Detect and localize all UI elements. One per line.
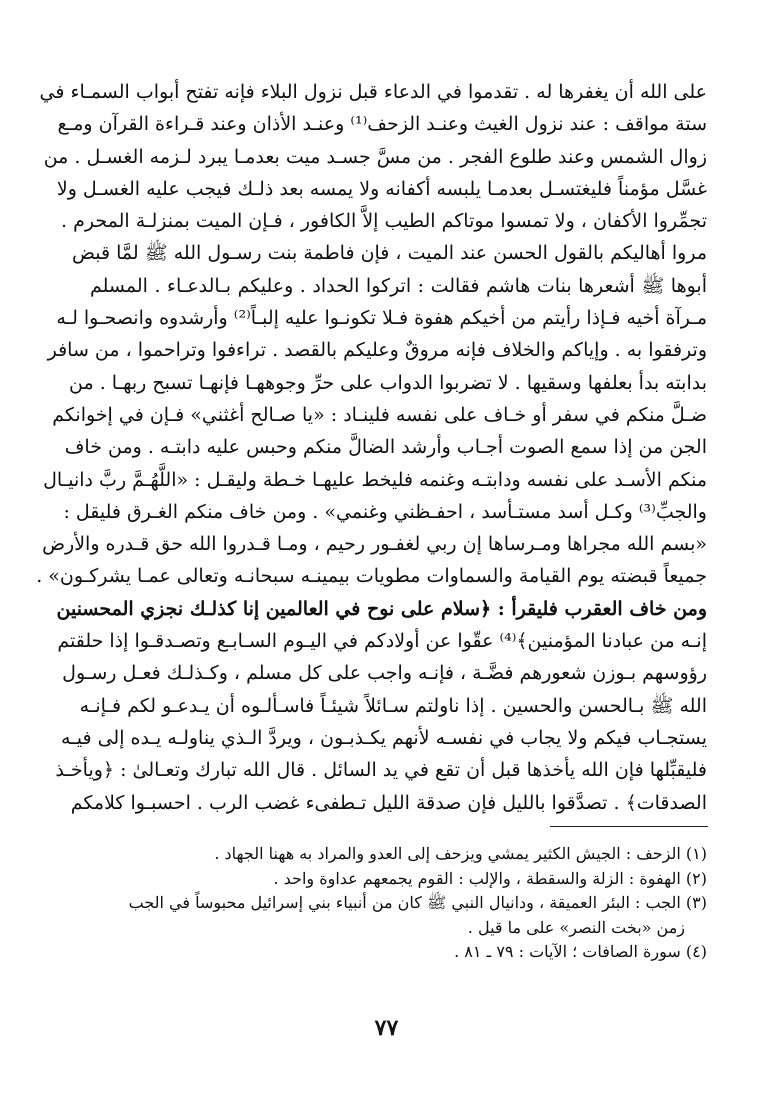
footnote-1: (١) الزحف : الجيش الكثير يمشي ويزحف إلى العدو والمراد به ههنا الجهاد . — [214, 844, 707, 863]
text-line-12: الجن من إذا سمع الصوت أجـاب وأرشد الضالَّ منكم وحبس عليه دابتـه . ومن خاف — [64, 436, 707, 459]
text-line-19: رؤوسهم بـوزن شعورهم فضَّـة ، فإنـه واجب على كل مسلم ، وكـذلـك فعـل رسـول — [62, 662, 707, 685]
text-line-2: ستة مواقف : عند نزول الغيث وعنـد الزحف⁽¹⁾ وعنـد الأذان وعند قـراءة القرآن ومـع — [57, 113, 707, 136]
text-line-14: والجبِّ⁽³⁾ وكـل أسد مستـأسد ، احفـظني وغنمي» . ومن خاف منكم الغـرق فليقل : — [63, 500, 707, 523]
text-line-1: على الله أن يغفرها له . تقدموا في الدعاء قبل نزول البلاء فإنه تفتح أبواب السمـاء في — [39, 81, 707, 103]
text-line-20: الله ﷺ بـالحسن والحسين . إذا ناولتم سـائلاً شيئـاً فاسـألـوه أن يـدعـو لكم فـإنـه — [79, 694, 707, 717]
footnote-3: (٣) الجب : البئر العميقة ، ودانيال النبي ﷺ كان من أنبياء بني إسرائيل محبوساً في الجب — [128, 893, 707, 912]
text-line-17: ومن خاف العقرب فليقرأ : ﴿سلام على نوح في العالمين إنا كذلـك نجزي المحسنين — [56, 597, 707, 620]
text-line-5: تجمِّروا الأكفان ، ولا تمسوا موتاكم الطيب إلاَّ الكافور ، فـإن الميت بمنزلـة المحرم . — [61, 210, 707, 233]
text-line-18: إنـه من عبادنا المؤمنين﴾⁽⁴⁾ عقّوا عن أولادكم في اليـوم السـابـع وتصـدقـوا إذا حلقتم — [57, 630, 707, 653]
text-line-22: فليقبِّلها فإن الله يأخذها قبل أن تقع في يد السائل . قال الله تبارك وتعـالىٰ : ﴿ويأخـذ — [55, 759, 707, 782]
page-number: ٧٧ — [374, 1015, 399, 1041]
text-line-11: ضـلَّ منكم في سفر أو خـاف على نفسه فلينـاد : «يا صـالح أغثني» فـإن في إخوانكم — [52, 403, 707, 426]
text-line-10: بدابته بدأ بعلفها وسقيها . لا تضربوا الدواب على حرِّ وجوههـا فإنهـا تسبح ربهـا . من — [69, 371, 707, 394]
footnote-4: (٤) سورة الصافات ؛ الآيات : ٧٩ ـ ٨١ . — [454, 942, 707, 961]
text-line-3: زوال الشمس وعند طلوع الفجر . من مسَّ جسـد ميت بعدمـا يبرد لـزمه الغسـل . من — [43, 145, 707, 168]
footnote-3-continued: زمن «بخت النصر» على ما قيل . — [467, 917, 685, 937]
text-line-23: الصدقات﴾ . تصدَّقوا بالليل فإن صدقة الليل تـطفىء غضب الرب . احسبـوا كلامكم — [70, 791, 707, 814]
body-text — [36, 76, 707, 819]
text-line-4: غسَّل مؤمناً فليغتسـل بعدمـا يلبسه أكفانه ولا يمسه بعد ذلـك فيجب عليه الغسـل ولا — [56, 177, 707, 200]
text-line-8: مـرآة أخيه فـإذا رأيتم من أخيكم هفوة فـلا تكونـوا عليه إلبـاً⁽²⁾ وأرشدوه وانصحـوا لـه — [56, 307, 707, 330]
text-line-13: منكم الأسـد على نفسه ودابتـه وغنمه فليخط عليهـا خـطة وليقـل : «اللَّهُـمَّ ربَّ دانيـال — [43, 468, 707, 491]
text-line-15: «بسم الله مجراها ومـرساها إن ربي لغفـور رحيم ، ومـا قـدروا الله حق قـدره والأرض — [42, 533, 707, 556]
footnote-2: (٢) الهفوة : الزلة والسقطة ، والإلب : القوم يجمعهم عداوة واحد . — [273, 868, 707, 888]
text-line-6: مروا أهاليكم بالقول الحسن عند الميت ، فإن فاطمة بنت رسـول الله ﷺ لمَّا قبض — [72, 242, 707, 265]
text-line-21: يستجـاب فيكم ولا يجاب في نفسـه لأنهم يكـذبـون ، ويردَّ الـذي يناولـه يـده إلى فيـه — [60, 726, 707, 749]
text-line-16: جميعاً قبضته يوم القيامة والسماوات مطويات بيمينـه سبحانـه وتعالى عمـا يشركـون» . — [36, 565, 707, 588]
footnote-divider — [550, 826, 708, 827]
footnotes — [90, 842, 707, 965]
text-line-7: أبوها ﷺ أشعرها بنات هاشم فقالت : اتركوا الحداد . وعليكم بـالدعـاء . المسلم — [90, 274, 707, 297]
text-line-9: وترفقوا به . وإياكم والخلاف فإنه مروقٌ وعليكم بالقصد . تراءفوا وتراحموا ، من سافر — [47, 339, 707, 362]
